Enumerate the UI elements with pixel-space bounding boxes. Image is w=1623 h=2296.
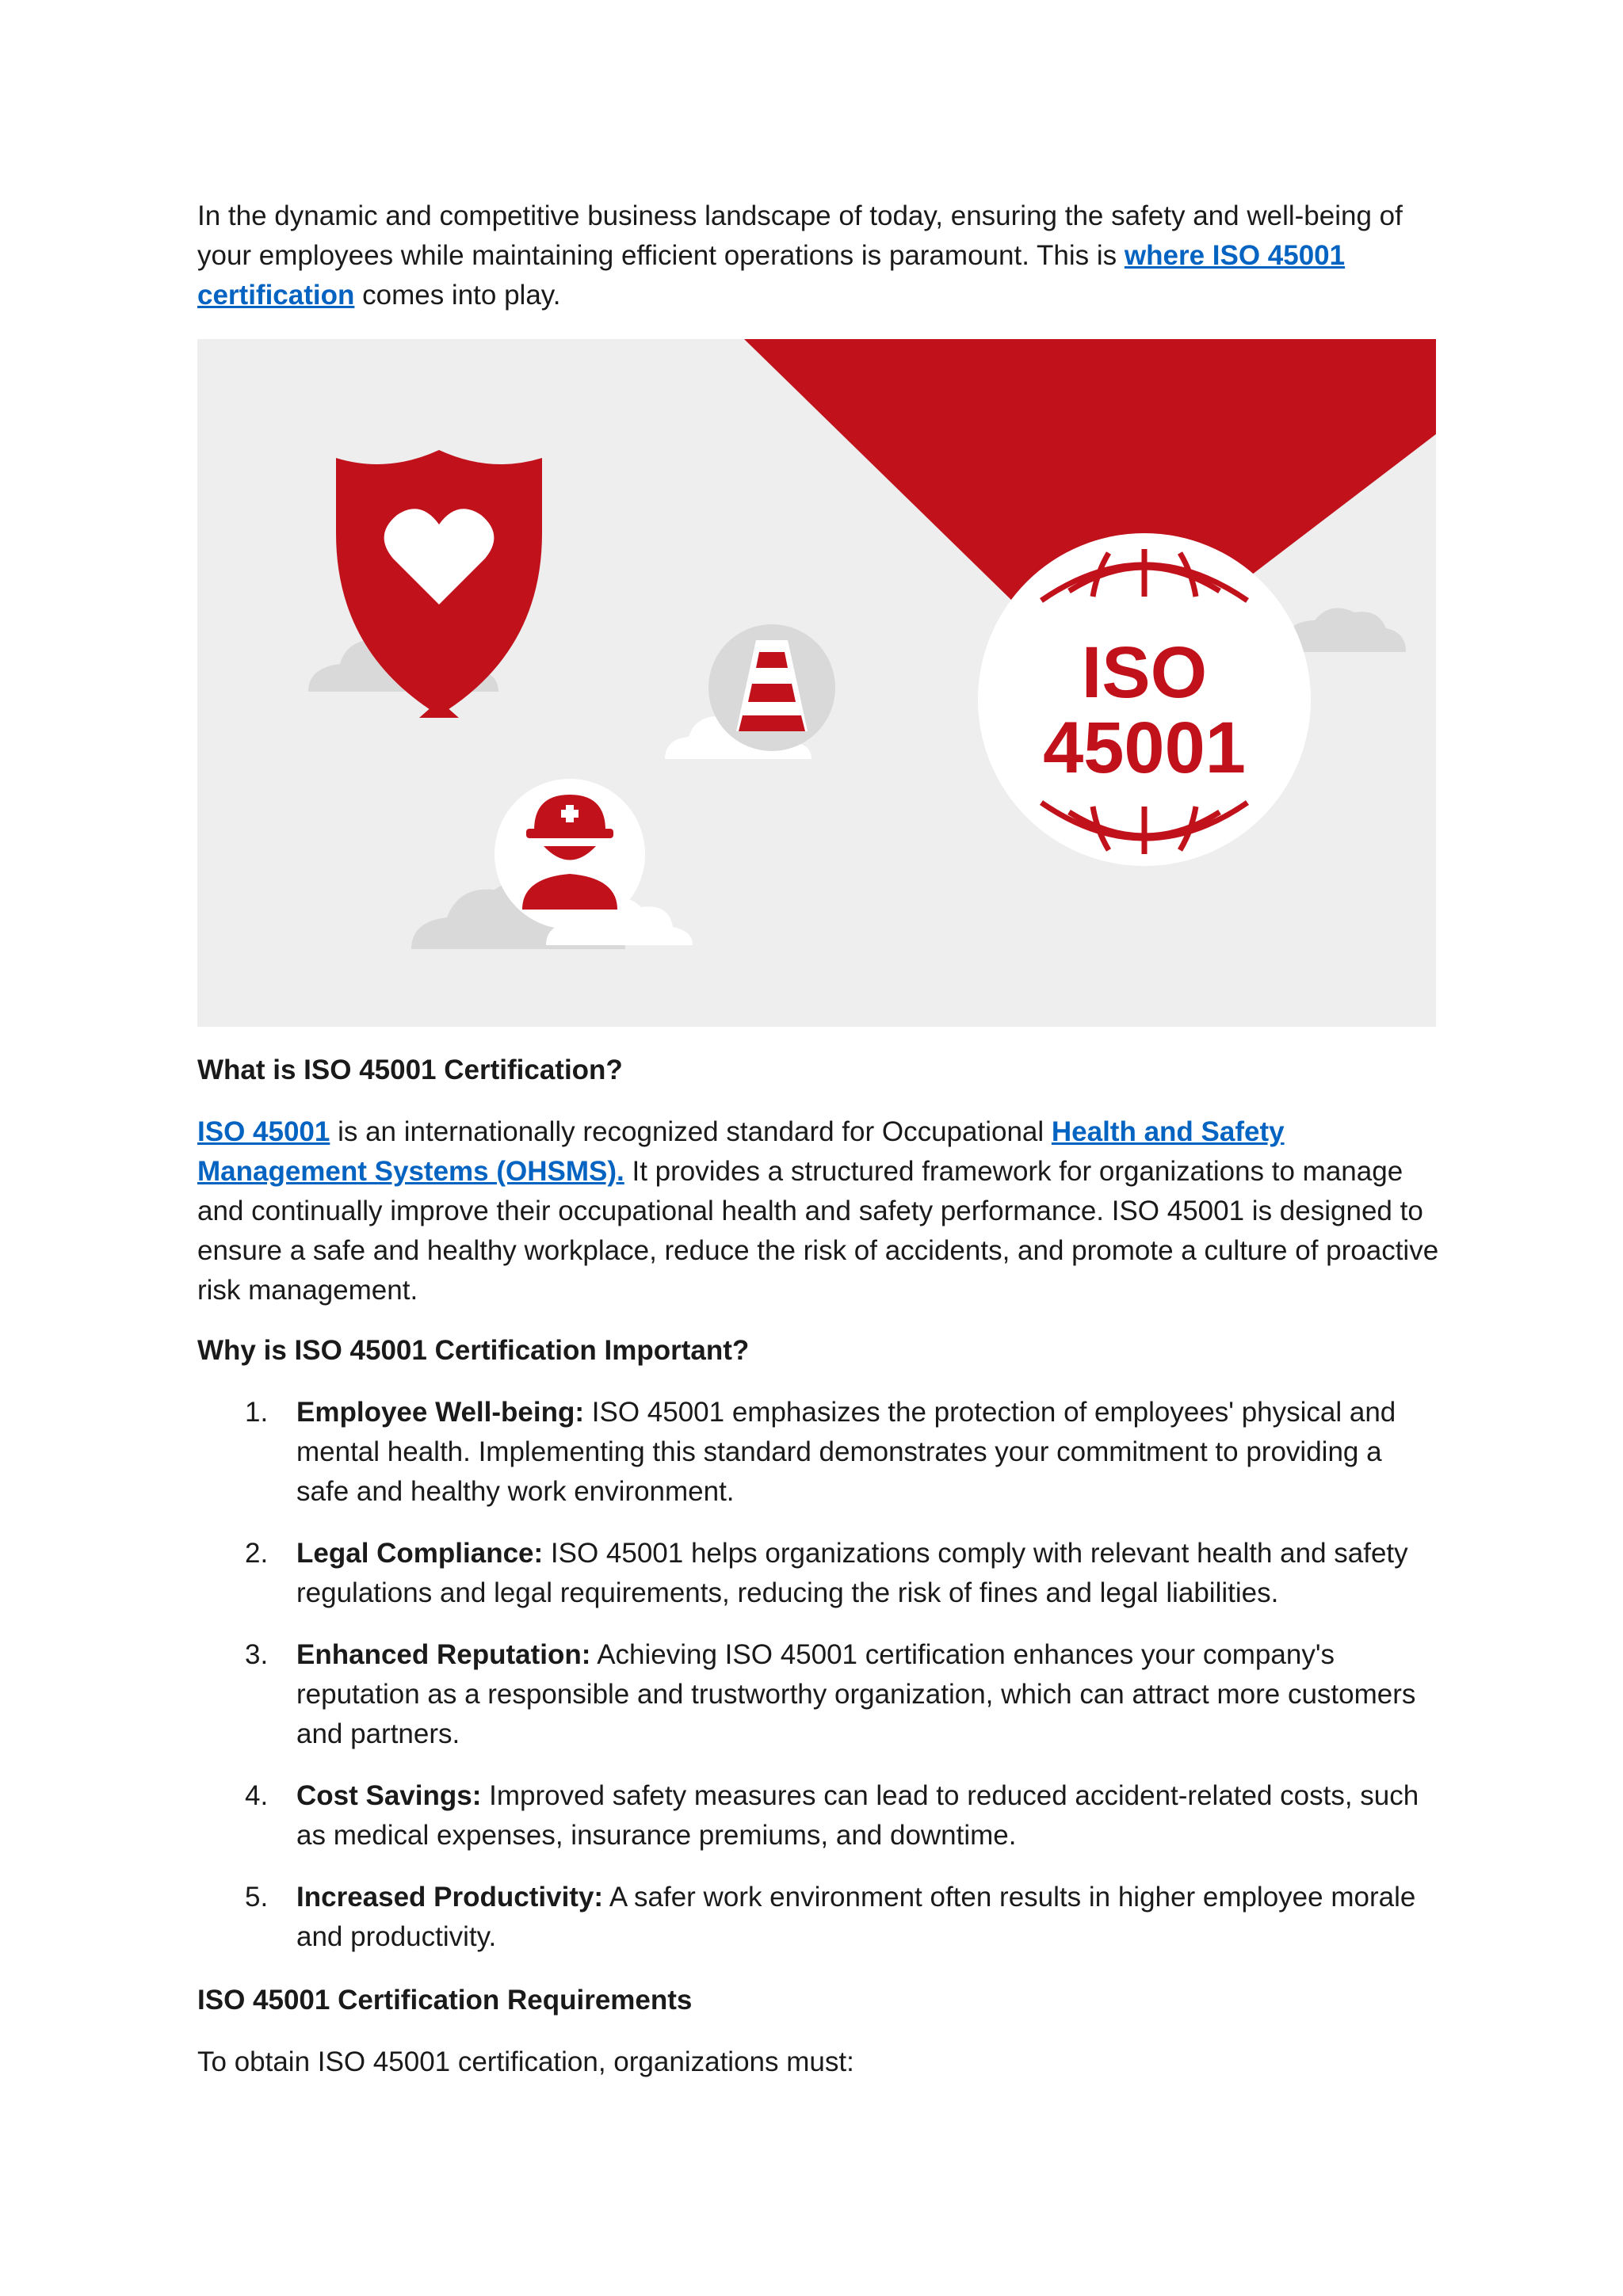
intro-text: In the dynamic and competitive business landscape of today, ensuring the safety and well-being of your employees while maintaining efficient operations is paramount. This is [197, 200, 1403, 271]
list-number: 2. [245, 1538, 269, 1569]
badge-iso-text: ISO [1081, 632, 1208, 713]
hardhat-worker-icon [495, 779, 645, 929]
what-text-1: is an internationally recognized standard for Occupational [330, 1116, 1052, 1147]
requirements-text: To obtain ISO 45001 certification, organizations must: [197, 2046, 854, 2077]
why-section [197, 1331, 1442, 1979]
what-text-2: It provides a structured framework for organizations to manage and continually improve their occupational health and safety performance. ISO 45001 is designed to ensure a safe and healthy workplace, reduce the risk of accidents, and promote a culture of proactive risk management. [197, 1156, 1439, 1306]
iso-45001-certification-link[interactable]: where ISO 45001 certification [197, 240, 1346, 311]
list-item-text: A safer work environment often results in higher employee morale and productivity. [296, 1882, 1416, 1952]
list-number: 4. [245, 1780, 269, 1811]
what-section [197, 1051, 1442, 1310]
what-heading: What is ISO 45001 Certification? [197, 1055, 623, 1085]
list-item-text: ISO 45001 helps organizations comply with relevant health and safety regulations and legal requirements, reducing the risk of fines and legal liabilities. [296, 1538, 1408, 1608]
list-item-text: Achieving ISO 45001 certification enhances your company's reputation as a responsible and trustworthy organization, which can attract more customers and partners. [296, 1639, 1416, 1749]
list-item [197, 1878, 1442, 1957]
iso-45001-badge [978, 533, 1311, 866]
requirements-heading: ISO 45001 Certification Requirements [197, 1985, 693, 2016]
requirements-section [197, 1981, 1442, 2082]
intro-text-end: comes into play. [354, 280, 561, 311]
why-heading: Why is ISO 45001 Certification Important? [197, 1335, 750, 1366]
list-item-title: Increased Productivity: [296, 1882, 604, 1913]
what-paragraph [197, 1112, 1442, 1310]
list-item-text: Improved safety measures can lead to reduced accident-related costs, such as medical expenses, insurance premiums, and downtime. [296, 1780, 1419, 1851]
traffic-cone-icon [708, 624, 835, 751]
reasons-list [197, 1393, 1442, 1957]
list-item-title: Employee Well-being: [296, 1397, 585, 1428]
list-item-title: Cost Savings: [296, 1780, 482, 1811]
intro-paragraph [197, 196, 1442, 315]
list-item-title: Legal Compliance: [296, 1538, 544, 1569]
intro-section [197, 196, 1442, 315]
list-item [197, 1534, 1442, 1613]
list-number: 3. [245, 1639, 269, 1670]
list-item [197, 1635, 1442, 1754]
list-item-title: Enhanced Reputation: [296, 1639, 591, 1670]
list-number: 5. [245, 1882, 269, 1913]
iso-45001-link[interactable]: ISO 45001 [197, 1116, 330, 1147]
list-item [197, 1393, 1442, 1512]
ohsms-link[interactable]: Health and Safety Management Systems (OHSMS). [197, 1116, 1285, 1187]
list-number: 1. [245, 1397, 269, 1428]
list-item-text: ISO 45001 emphasizes the protection of employees' physical and mental health. Implementing this standard demonstrates your commitment to providing a safe and healthy work environment. [296, 1397, 1396, 1507]
hero-illustration [197, 339, 1436, 1027]
badge-number-text: 45001 [1043, 707, 1246, 788]
list-item [197, 1776, 1442, 1855]
